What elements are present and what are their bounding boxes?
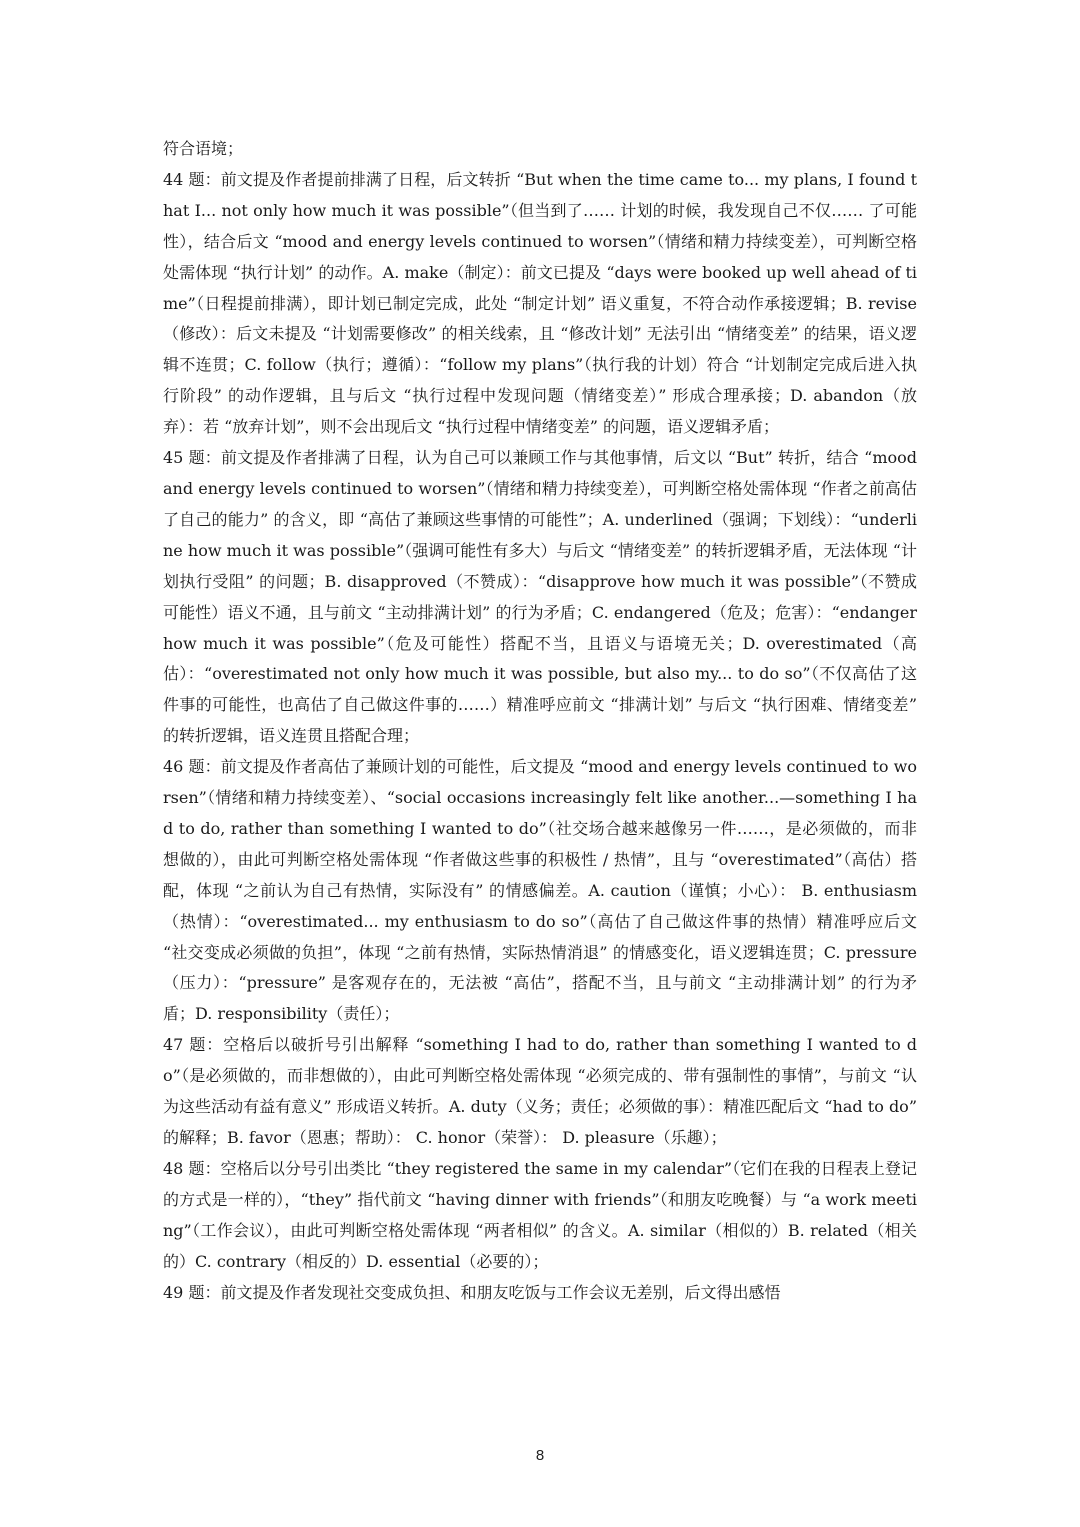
paragraph-q46: 46 题：前文提及作者高估了兼顾计划的可能性，后文提及 “mood and energy levels continued to worsen”（情绪和精力持续变差）、“social occasions increasingly felt like another...—something I had to do, rather than something I wanted to do”（社交场合越来越像另一件……，是必须做的，而非想做的），由此可判断空格处需体现 “作者做这些事的积极性 / 热情”，且与 “overestimated”（高估）搭配，体现 “之前认为自己有热情，实际没有” 的情感偏差。A. caution（谨慎；小心）： B. enthusiasm（热情）：“overestimated... my enthusiasm to do so”（高估了自己做这件事的热情）精准呼应后文 “社交变成必须做的负担”，体现 “之前有热情，实际热情消退” 的情感变化，语义逻辑连贯；C. pressure（压力）：“pressure” 是客观存在的，无法被 “高估”，搭配不当，且与前文 “主动排满计划” 的行为矛盾；D. responsibility（责任）；: [163, 757, 917, 1024]
paragraph-q47: 47 题：空格后以破折号引出解释 “something I had to do, rather than something I wanted to do”（是必须做的，而非想做的），由此可判断空格处需体现 “必须完成的、带有强制性的事情”，与前文 “认为这些活动有益有意义” 形成语义转折。A. duty（义务；责任；必须做的事）：精准匹配后文 “had to do” 的解释；B. favor（恩惠；帮助）： C. honor（荣誉）： D. pleasure（乐趣）；: [163, 1035, 917, 1147]
page-number: 8: [535, 1447, 545, 1464]
document-body: [163, 134, 917, 1308]
paragraph-q44: 44 题：前文提及作者提前排满了日程，后文转折 “But when the time came to... my plans, I found that I... not only how much it was possible”（但当到了…… 计划的时候，我发现自己不仅…… 了可能性），结合后文 “mood and energy levels continued to worsen”（情绪和精力持续变差），可判断空格处需体现 “执行计划” 的动作。A. make（制定）：前文已提及 “days were booked up well ahead of time”（日程提前排满），即计划已制定完成，此处 “制定计划” 语义重复，不符合动作承接逻辑；B. revise（修改）：后文未提及 “计划需要修改” 的相关线索，且 “修改计划” 无法引出 “情绪变差” 的结果，语义逻辑不连贯；C. follow（执行；遵循）：“follow my plans”（执行我的计划）符合 “计划制定完成后进入执行阶段” 的动作逻辑，且与后文 “执行过程中发现问题（情绪变差）” 形成合理承接；D. abandon（放弃）：若 “放弃计划”，则不会出现后文 “执行过程中情绪变差” 的问题，语义逻辑矛盾；: [163, 169, 917, 437]
paragraph-q45: 45 题：前文提及作者排满了日程，认为自己可以兼顾工作与其他事情，后文以 “But” 转折，结合 “mood and energy levels continued to worsen”（情绪和精力持续变差），可判断空格处需体现 “作者之前高估了自己的能力” 的含义，即 “高估了兼顾这些事情的可能性”；A. underlined（强调；下划线）：“underline how much it was possible”（强调可能性有多大）与后文 “情绪变差” 的转折逻辑矛盾，无法体现 “计划执行受阻” 的问题；B. disapproved（不赞成）：“disapprove how much it was possible”（不赞成可能性）语义不通，且与前文 “主动排满计划” 的行为矛盾；C. endangered（危及；危害）：“endanger how much it was possible”（危及可能性）搭配不当，且语义与语境无关；D. overestimated（高估）：“overestimated not only how much it was possible, but also my... to do so”（不仅高估了这件事的可能性，也高估了自己做这件事的……）精准呼应前文 “排满计划” 与后文 “执行困难、情绪变差” 的转折逻辑，语义连贯且搭配合理；: [163, 448, 917, 746]
paragraph-q48: 48 题：空格后以分号引出类比 “they registered the same in my calendar”（它们在我的日程表上登记的方式是一样的），“they” 指代前文 “having dinner with friends”（和朋友吃晚餐）与 “a work meeting”（工作会议），由此可判断空格处需体现 “两者相似” 的含义。A. similar（相似的）B. related（相关的）C. contrary（相反的）D. essential（必要的）；: [163, 1158, 917, 1271]
paragraph-q49: 49 题：前文提及作者发现社交变成负担、和朋友吃饭与工作会议无差别，后文得出感悟: [163, 1282, 781, 1302]
paragraph-intro: 符合语境；: [163, 139, 244, 158]
